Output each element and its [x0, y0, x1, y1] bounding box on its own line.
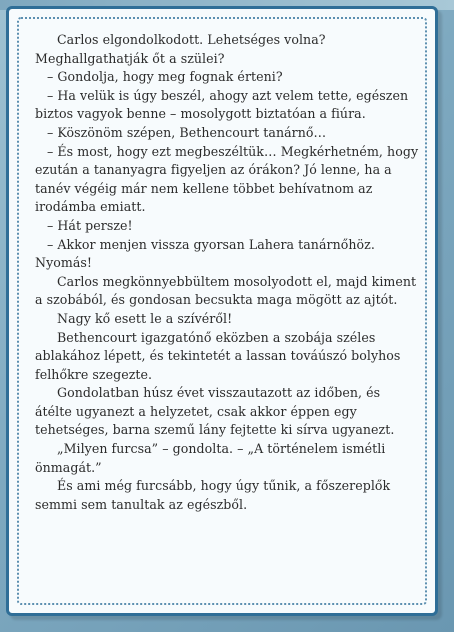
paragraph-13: És ami még furcsább, hogy úgy tűnik, a főszereplők semmi sem tanultak az egészből. [35, 478, 391, 512]
story-text [35, 31, 419, 601]
paragraph-11: Gondolatban húsz évet visszautazott az időben, és átélte ugyanezt a helyzetet, csak akkor éppen egy tehetséges, barna szemű lány fejtette ki sírva ugyanezt. [35, 385, 395, 438]
text-frame [6, 6, 438, 616]
paragraph-6: – Hát persze! [47, 217, 133, 233]
paragraph-5: – És most, hogy ezt megbeszéltük… Megkérhetném, hogy ezután a tananyagra figyeljen az órákon? Jó lenne, ha a tanév végéig már nem kellene többet behívatnom az irodámba emiatt. [35, 143, 419, 215]
paragraph-9: Nagy kő esett le a szívéről! [57, 310, 233, 326]
paragraph-2: – Gondolja, hogy meg fognak érteni? [47, 69, 283, 85]
paragraph-3: – Ha velük is úgy beszél, ahogy azt velem tette, egészen biztos vagyok benne – mosolygott biztatóan a fiúra. [35, 87, 409, 122]
paragraph-4: – Köszönöm szépen, Bethencourt tanárnő… [47, 124, 327, 140]
paragraph-1: Carlos elgondolkodott. Lehetséges volna? Meghallgathatják őt a szülei? [35, 32, 326, 66]
paragraph-8: Carlos megkönnyebbültem mosolyodott el, majd kiment a szobából, és gondosan becsukta maga mögött az ajtót. [35, 273, 417, 308]
paragraph-10: Bethencourt igazgatónő eközben a szobája széles ablakához lépett, és tekintetét a lassan továúszó bolyhos felhőkre szegezte. [35, 329, 401, 382]
paragraph-12: „Milyen furcsa” – gondolta. – „A történelem ismétli önmagát.” [35, 441, 386, 475]
paragraph-7: – Akkor menjen vissza gyorsan Lahera tanárnőhöz. Nyomás! [35, 236, 375, 271]
